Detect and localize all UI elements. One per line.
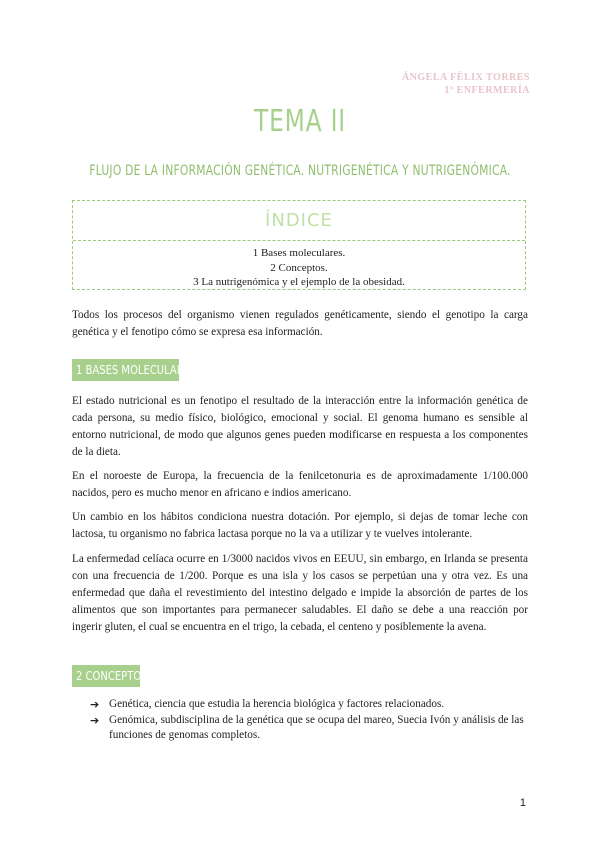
paragraph: El estado nutricional es un fenotipo el resultado de la interacción entre la información genética de cada persona, su medio físico, biológico, emocional y social. El genoma humano es sensible al entorno nutricional, de modo que algunos genes pueden modificarse en respuesta a los componentes de la dieta. bbox=[72, 395, 528, 458]
list-item-text: Genómica, subdisciplina de la genética que se ocupa del mareo, Suecia Ivón y análisis de las funciones de genomas completos. bbox=[109, 713, 524, 741]
list-item-text: Genética, ciencia que estudia la herencia biológica y factores relacionados. bbox=[109, 698, 445, 710]
index-item: 2 Conceptos. bbox=[270, 261, 328, 274]
list-item bbox=[90, 697, 530, 713]
section-heading-bases bbox=[72, 359, 200, 381]
author-course: 1º ENFERMERÍA bbox=[444, 85, 530, 96]
paragraph: En el noroeste de Europa, la frecuencia de la fenilcetonuria es de aproximadamente 1/100.000 nacidos, pero es mucho menor en africano e indios americano. bbox=[72, 470, 528, 499]
index-item: 3 La nutrigenómica y el ejemplo de la obesidad. bbox=[193, 276, 405, 288]
index-box bbox=[72, 200, 526, 290]
index-heading: ÍNDICE bbox=[73, 201, 525, 241]
section-heading-label: 1 BASES MOLECULARES. bbox=[76, 362, 200, 377]
concept-list bbox=[90, 697, 530, 744]
paragraph: Un cambio en los hábitos condiciona nuestra dotación. Por ejemplo, si dejas de tomar leche con lactosa, tu organismo no fabrica lactasa porque no la va a utilizar y te vuelves intolerante. bbox=[72, 511, 528, 540]
page-subtitle: FLUJO DE LA INFORMACIÓN GENÉTICA. NUTRIGENÉTICA Y NUTRIGENÓMICA. bbox=[89, 163, 511, 179]
author-header bbox=[402, 71, 530, 97]
list-item bbox=[90, 713, 530, 744]
section-heading-conceptos bbox=[72, 665, 148, 687]
author-name: ÁNGELA FÉLIX TORRES bbox=[401, 72, 530, 83]
arrow-right-icon: ➔ bbox=[90, 713, 100, 727]
index-item: 1 Bases moleculares. bbox=[252, 247, 346, 259]
index-list bbox=[73, 241, 525, 290]
intro-paragraph: Todos los procesos del organismo vienen regulados genéticamente, siendo el genotipo la carga genética y el fenotipo cómo se expresa esa información. bbox=[72, 309, 528, 338]
arrow-right-icon: ➔ bbox=[90, 698, 100, 711]
paragraph: La enfermedad celíaca ocurre en 1/3000 nacidos vivos en EEUU, sin embargo, en Irlanda se presenta con una frecuencia de 1/200. Porque es una isla y los casos se perpetúan una y otra vez. Es una enfermedad que daña el revestimiento del intestino delgado e impide la absorción de partes de los alimentos que son importantes para permanecer saludables. El daño se debe a una reacción por ingerir gluten, el cual se encuentra en el trigo, la cebada, el centeno y posiblemente la avena. bbox=[72, 553, 528, 633]
page-title: TEMA II bbox=[254, 104, 346, 139]
page-number: 1 bbox=[519, 797, 526, 809]
section-heading-label: 2 CONCEPTOS bbox=[76, 668, 148, 683]
